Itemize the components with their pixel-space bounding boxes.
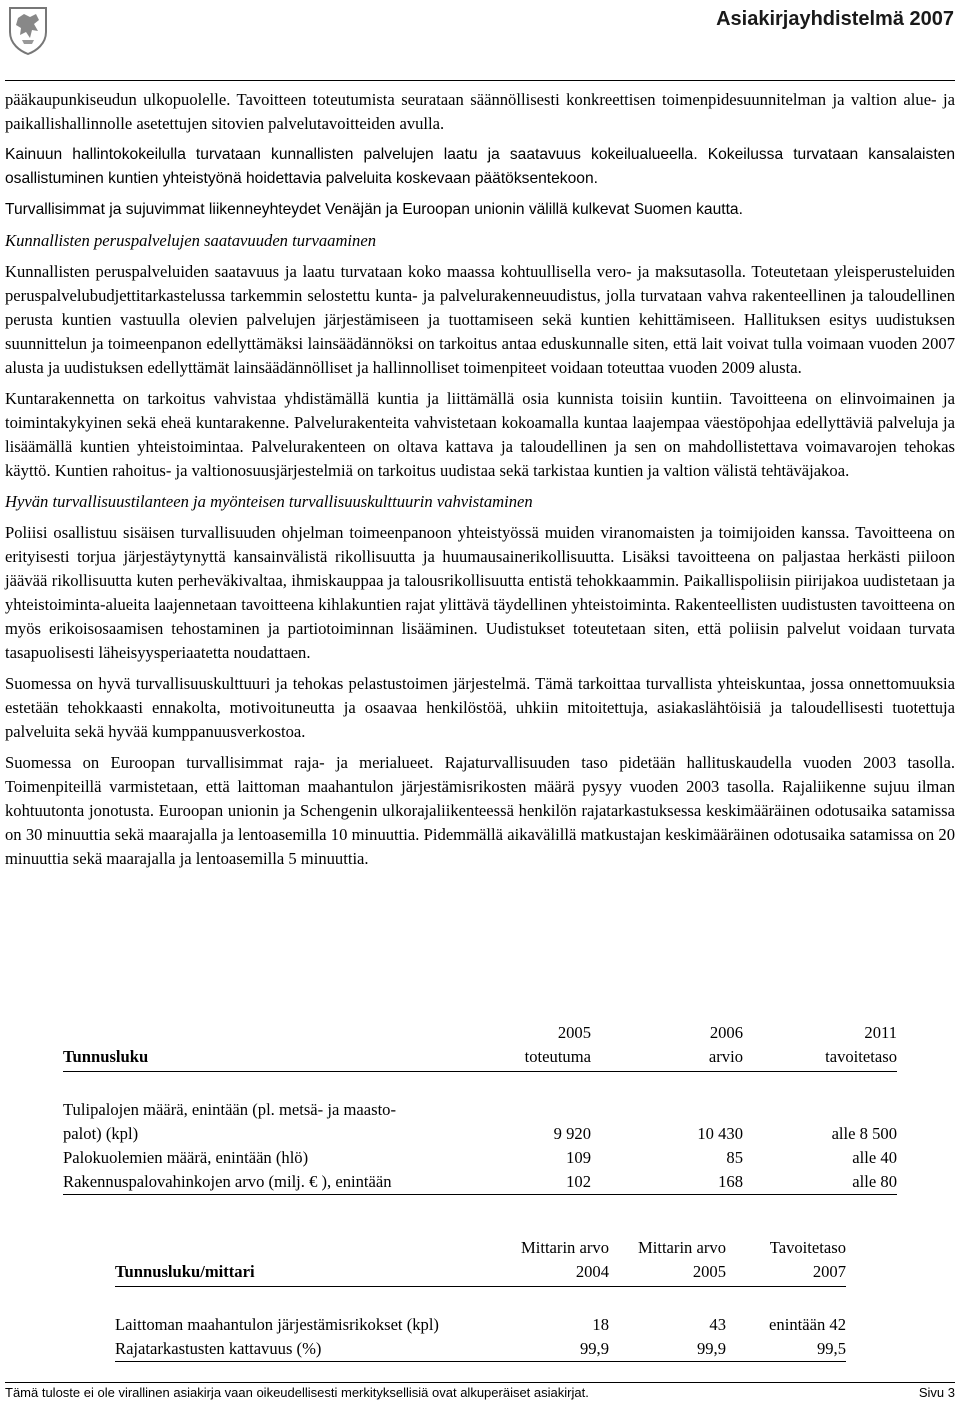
column-header: toteutuma <box>478 1045 591 1072</box>
table-cell: 168 <box>718 1172 743 1191</box>
table-cell: alle 80 <box>852 1172 897 1191</box>
column-header: tavoitetaso <box>743 1045 897 1072</box>
table-cell: Tulipalojen määrä, enintään (pl. metsä- ja maasto- <box>63 1100 397 1119</box>
paragraph: Suomessa on Euroopan turvallisimmat raja- ja merialueet. Rajaturvallisuuden taso pidetään hallituskaudella vuoden 2003 tasolla. Toimenpiteillä varmistetaan, että laittoman maahantulon järjestämisrikosten määrä pysyy vuoden 2003 tasolla. Rajaliikenne sujuu ilman kohtuutonta jonotusta. Euroopan unionin ja Schengenin ulkorajaliikenteessä henkilön rajatarkastuksessa keskimääräinen odotusaika satamissa on 30 minuuttia sekä maarajalla ja lentoasemilla 10 minuuttia. Pidemmällä aikavälillä matkustajan keskimääräinen odotusaika satamissa on 20 minuuttia sekä maarajalla ja lentoasemilla 5 minuuttia. <box>5 753 955 868</box>
section-heading: Kunnallisten peruspalvelujen saatavuuden turvaaminen <box>5 231 377 250</box>
coat-of-arms-lion-icon <box>6 4 50 56</box>
table-cell: enintään 42 <box>769 1315 846 1334</box>
table-cell: 85 <box>726 1148 743 1167</box>
column-header: 2007 <box>726 1260 846 1287</box>
table-cell: alle 40 <box>852 1148 897 1167</box>
table-cell: Laittoman maahantulon järjestämisrikokset (kpl) <box>115 1315 439 1334</box>
column-header: 2004 <box>500 1260 609 1287</box>
table-row <box>63 1122 897 1146</box>
paragraph: Turvallisimmat ja sujuvimmat liikenneyhteydet Venäjän ja Euroopan unionin välillä kulkevat Suomen kautta. <box>5 201 743 218</box>
table-row <box>63 1098 897 1122</box>
table-cell: 10 430 <box>697 1124 743 1143</box>
paragraph: pääkaupunkiseudun ulkopuolelle. Tavoitteen toteutumista seurataan säännöllisesti konkreettisen toimenpidesuunnitelman ja valtion alue- ja paikallishallinnolle asetettujen sitovien palvelutavoitteiden avulla. <box>5 90 955 133</box>
table-cell: 99,5 <box>816 1339 846 1358</box>
table-cell: Rakennuspalovahinkojen arvo (milj. € ), enintään <box>63 1172 392 1191</box>
table-cell: 102 <box>566 1172 591 1191</box>
column-header: Mittarin arvo <box>520 1238 609 1257</box>
indicator-table-fire <box>63 1021 897 1195</box>
table-cell: alle 8 500 <box>831 1124 897 1143</box>
paragraph: Kuntarakennetta on tarkoitus vahvistaa yhdistämällä kuntia ja liittämällä osia kunnista toisiin kuntiin. Tavoitteena on elinvoimainen ja toimintakykyinen sekä eheä kuntarakenne. Palvelurakenteita vahvistetaan kokoamalla kuntaa laajempaa väestöpohjaa edellyttäviä palveluja ja lisäämällä kuntien yhteistoimintaa. Palvelurakenteen on oltava kattava ja taloudellinen ja sen on mahdollistettava voimavarojen tehokas käyttö. Kuntien rahoitus- ja valtionosuusjärjestelmiä on tarkoitus uudistaa sekä tarkistaa kuntien ja valtion välistä tehtäväjakoa. <box>5 389 955 480</box>
table-cell: 99,9 <box>696 1339 726 1358</box>
table-row <box>63 1146 897 1170</box>
page-number: Sivu 3 <box>918 1385 955 1400</box>
column-header: Tunnusluku/mittari <box>115 1260 500 1287</box>
footer-divider <box>5 1382 955 1383</box>
header-divider <box>5 80 955 81</box>
paragraph: Suomessa on hyvä turvallisuuskulttuuri ja tehokas pelastustoimen järjestelmä. Tämä tarkoittaa turvallista yhteiskuntaa, jossa onnettomuuksia estetään tehokkaasti ennakolta, motivoituneutta ja osaavaa henkilöstöä, uhkiin mitoitettuja, asiakaslähtöisiä ja taloudellisesti tuotettuja palveluita sekä hyvää kumppanuusverkostoa. <box>5 674 955 741</box>
section-heading: Hyvän turvallisuustilanteen ja myönteisen turvallisuuskulttuurin vahvistaminen <box>5 492 533 511</box>
table-cell: 99,9 <box>579 1339 609 1358</box>
paragraph: Kunnallisten peruspalveluiden saatavuus ja laatu turvataan koko maassa kohtuullisella vero- ja maksutasolla. Toteutetaan yleisperusteluiden peruspalvelubudjettitarkastelussa tarkemmin selostettu kunta- ja palvelurakenneuudistus, jolla turvataan vahva rakenteellinen ja taloudellinen perusta kuntien vastuulla olevien palvelujen järjestämiseen ja tuottamiseen sekä kuntien kehittämiseen. Hallituksen esitys uudistuksen suunnittelun ja toimeenpanon edellyttämäksi lainsäädännöksi on tarkoitus antaa eduskunnalle siten, että lait voivat tulla voimaan vuoden 2007 alusta ja uudistuksen edellyttämät lainsäädännölliset ja hallinnolliset toimenpiteet voidaan toteuttaa vuoden 2009 alusta. <box>5 262 955 377</box>
document-title: Asiakirjayhdistelmä 2007 <box>716 8 954 30</box>
column-header: Tavoitetaso <box>769 1238 846 1257</box>
column-header: Mittarin arvo <box>637 1238 726 1257</box>
column-header: 2011 <box>864 1023 897 1042</box>
table-cell: palot) (kpl) <box>63 1124 139 1143</box>
paragraph: Kainuun hallintokokeilulla turvataan kunnallisten palvelujen laatu ja saatavuus kokeilualueella. Kokeilussa turvataan kansalaisten osallistuminen kuntien yhteistyönä hoidettavia palveluita koskevaan päätöksentekoon. <box>5 146 955 187</box>
indicator-table-border <box>115 1236 846 1362</box>
table-cell: 18 <box>592 1315 609 1334</box>
table-row <box>115 1337 846 1362</box>
column-header: 2006 <box>709 1023 743 1042</box>
table-cell: Palokuolemien määrä, enintään (hlö) <box>63 1148 309 1167</box>
table-row <box>115 1313 846 1337</box>
column-header: 2005 <box>609 1260 726 1287</box>
column-header: Tunnusluku <box>63 1045 478 1072</box>
paragraph: Poliisi osallistuu sisäisen turvallisuuden ohjelman toimeenpanoon yhteistyössä muiden viranomaisten ja toimijoiden kanssa. Tavoitteena on erityisesti torjua järjestäytynyttä kansainvälistä rikollisuutta ja huumausainerikollisuutta. Lisäksi tavoitteena on paljastaa herkästi piiloon jäävää rikollisuutta kuten perheväkivaltaa, ihmiskauppaa ja talousrikollisuutta entistä tehokkaammin. Paikallispoliisin piirijakoa uudistetaan ja yhteistoiminta-alueita laajennetaan tavoitteena kihlakuntien rajat ylittävä täydellinen yhteistoiminta. Rakenteellisten uudistusten tavoitteena on myös erikoisosaamisen tehostaminen ja partiotoiminnan lisääminen. Uudistukset toteutetaan siten, että poliisin palvelut voidaan turvata tasapuolisesti läheisyysperiaatetta noudattaen. <box>5 523 955 662</box>
table-cell: 109 <box>566 1148 591 1167</box>
main-content <box>5 88 955 871</box>
table-row <box>63 1170 897 1195</box>
table-cell: 43 <box>709 1315 726 1334</box>
column-header: arvio <box>591 1045 743 1072</box>
footer-notice: Tämä tuloste ei ole virallinen asiakirja vaan oikeudellisesti merkityksellisiä ovat alkuperäiset asiakirjat. <box>5 1385 589 1400</box>
column-header: 2005 <box>557 1023 591 1042</box>
table-cell: 9 920 <box>553 1124 591 1143</box>
page-header <box>0 0 960 80</box>
table-cell: Rajatarkastusten kattavuus (%) <box>115 1339 322 1358</box>
